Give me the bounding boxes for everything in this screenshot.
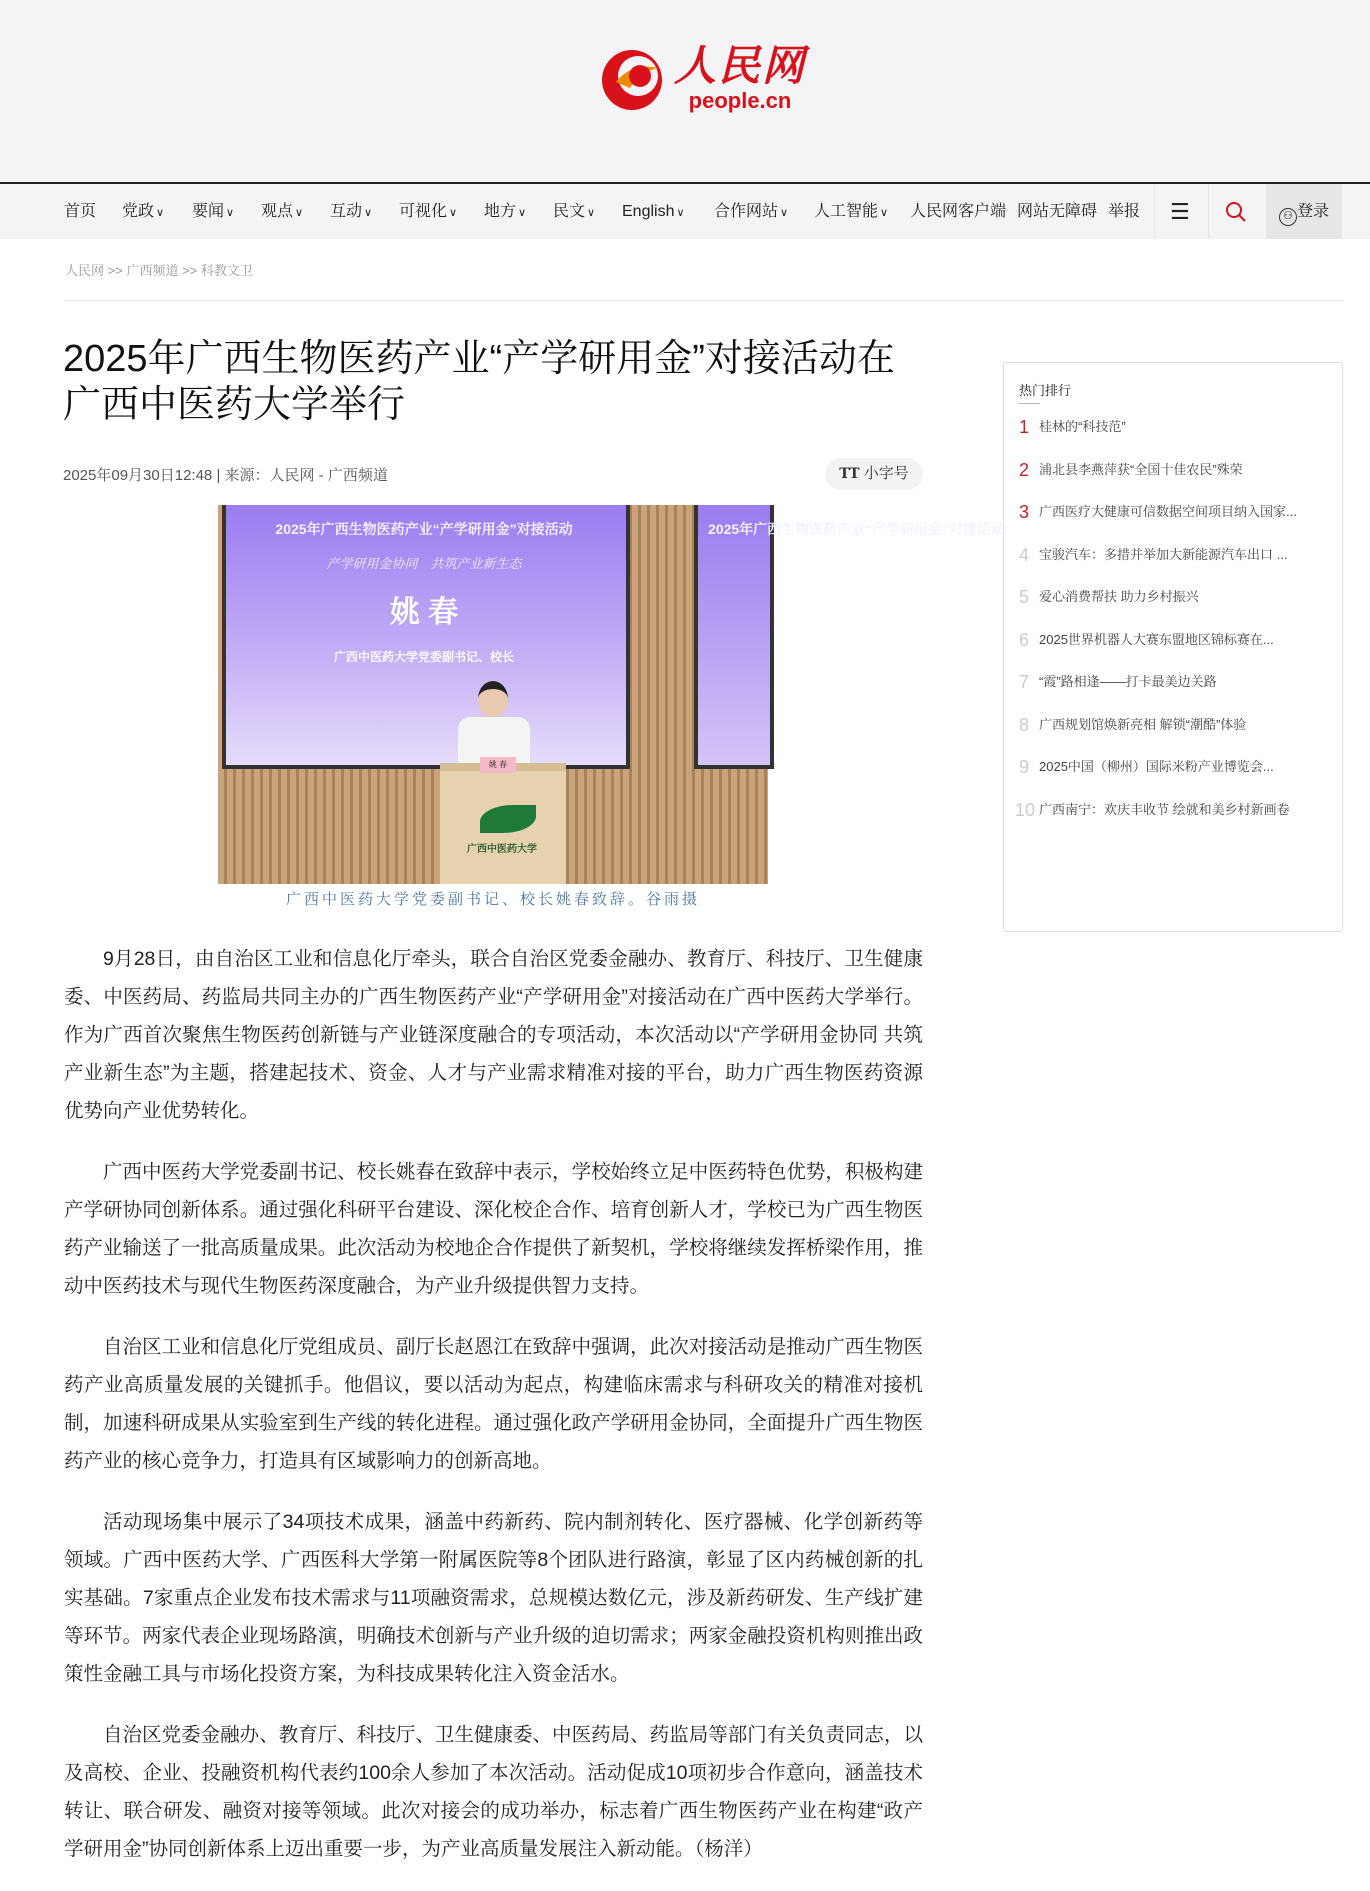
breadcrumb-separator: >> [182,263,198,278]
article-paragraph: 广西中医药大学党委副书记、校长姚春在致辞中表示，学校始终立足中医药特色优势，积极构建产学研协同创新体系。通过强化科研平台建设、深化校企合作、培育创新人才，学校已为广西生物医药产业输送了一批高质量成果。此次活动为校地企合作提供了新契机，学校将继续发挥桥梁作用，推动中医药技术与现代生物医药深度融合，为产业升级提供智力支持。 [64,1161,923,1297]
article-header [63,336,923,490]
screen-role: 广西中医药大学党委副书记、校长 [333,650,514,664]
nav-item[interactable] [622,184,685,239]
nav-label: 人民网客户端 [910,203,1007,220]
hot-ranking-item[interactable] [1019,714,1329,736]
login-label: 登录 [1296,203,1329,220]
chevron-down-icon: ∨ [880,207,889,219]
chevron-down-icon: ∨ [449,207,458,219]
nav-divider [1154,184,1155,239]
font-size-button[interactable] [825,458,923,490]
hot-ranking-item[interactable] [1019,501,1329,523]
nav-item[interactable] [192,184,234,239]
nav-label: 人工智能 [814,203,879,220]
article-meta-row [63,458,923,490]
rank-title: 广西医疗大健康可信数据空间项目纳入国家... [1039,504,1297,519]
article-meta: 2025年09月30日12:48 | 来源：人民网 - 广西频道 [63,467,388,484]
hot-ranking-item[interactable] [1019,671,1329,693]
chevron-down-icon: ∨ [587,207,596,219]
rank-title: 桂林的“科技范” [1039,419,1126,434]
hot-ranking-item[interactable] [1019,586,1329,608]
nav-label: 地方 [484,203,517,220]
nav-item[interactable] [553,184,595,239]
rank-title: 2025中国（柳州）国际米粉产业博览会... [1039,759,1274,774]
article-paragraph: 自治区党委金融办、教育厅、科技厅、卫生健康委、中医药局、药监局等部门有关负责同志，以及高校、企业、投融资机构代表约100余人参加了本次活动。活动促成10项初步合作意向，涵盖技术转让、联合研发、融资对接等领域。此次对接会的成功举办，标志着广西生物医药产业在构建“政产学研用金”协同创新体系上迈出重要一步，为产业高质量发展注入新动能。（杨洋） [64,1724,923,1860]
menu-icon[interactable]: ☰ [1170,199,1190,224]
rank-number: 4 [1019,544,1030,565]
people-cn-logo[interactable] [596,36,816,120]
podium-label: 广西中医药大学 [467,844,537,855]
hot-ranking-item[interactable] [1015,799,1329,821]
nameplate: 姚 春 [480,757,516,773]
nav-label: 可视化 [399,203,448,220]
hot-ranking-item[interactable] [1019,416,1329,438]
article-paragraph: 活动现场集中展示了34项技术成果，涵盖中药新药、院内制剂转化、医疗器械、化学创新药等领域。广西中医药大学、广西医科大学第一附属医院等8个团队进行路演，彰显了区内药械创新的扎实基础。7家重点企业发布技术需求与11项融资需求，总规模达数亿元，涉及新药研发、生产线扩建等环节。两家代表企业现场路演，明确技术创新与产业升级的迫切需求；两家金融投资机构则推出政策性金融工具与市场化投资方案，为科技成果转化注入资金活水。 [64,1511,923,1685]
screen-title: 2025年广西生物医药产业“产学研用金”对接活动 [275,521,573,537]
breadcrumb-link[interactable]: 人民网 [65,263,105,278]
nav-divider [1208,184,1209,239]
logo-english: people.cn [688,88,792,113]
nav-item[interactable] [122,184,164,239]
title-underline [1019,403,1040,404]
nav-label: 民文 [553,203,586,220]
header-banner [0,0,1370,182]
search-icon[interactable] [1225,184,1247,239]
rank-number: 9 [1019,757,1030,777]
font-size-icon: TT [839,466,860,482]
nav-label: 首页 [64,203,97,220]
hot-ranking-item[interactable] [1019,459,1329,481]
breadcrumb-separator: >> [107,263,123,278]
article-paragraph: 自治区工业和信息化厅党组成员、副厅长赵恩江在致辞中强调，此次对接活动是推动广西生物医药产业高质量发展的关键抓手。他倡议，要以活动为起点，构建临床需求与科研攻关的精准对接机制，加速科研成果从实验室到生产线的转化进程。通过强化政产学研用金协同，全面提升广西生物医药产业的核心竞争力，打造具有区域影响力的创新高地。 [64,1336,923,1472]
main-nav [0,182,1370,239]
screen-slogan: 产学研用金协同 共筑产业新生态 [326,556,522,571]
rank-number: 1 [1019,417,1030,437]
nav-item[interactable] [64,184,96,239]
rank-title: 浦北县李燕萍获“全国十佳农民”殊荣 [1039,461,1243,477]
rank-title: “霞”路相逢——打卡最美边关路 [1039,674,1217,689]
nav-item[interactable] [714,184,788,239]
breadcrumb-link[interactable]: 广西频道 [126,263,179,278]
nav-item[interactable] [910,184,1006,239]
chevron-down-icon: ∨ [518,207,527,219]
nav-label: 互动 [330,203,363,220]
nav-label: 党政 [122,203,155,220]
article-paragraph: 9月28日，由自治区工业和信息化厅牵头，联合自治区党委金融办、教育厅、科技厅、卫生健康委、中医药局、药监局共同主办的广西生物医药产业“产学研用金”对接活动在广西中医药大学举行。作为广西首次聚焦生物医药创新链与产业链深度融合的专项活动，本次活动以“产学研用金协同 共筑产业新生态”为主题，搭建起技术、资金、人才与产业需求精准对接的平台，助力广西生物医药资源优势向产业优势转化。 [64,948,923,1122]
rank-number: 5 [1019,587,1030,607]
nav-label: English [622,203,675,220]
nav-label: 要闻 [192,203,225,220]
photo-caption: 广西中医药大学党委副书记、校长姚春致辞。谷雨摄 [285,890,700,908]
rank-title: 宝骏汽车：多措并举加大新能源汽车出口 ... [1039,546,1288,562]
speaker [478,681,508,717]
hot-ranking-item[interactable] [1019,544,1329,566]
nav-item[interactable] [1108,184,1140,239]
chevron-down-icon: ∨ [780,207,789,219]
breadcrumb-link[interactable]: 科教文卫 [200,263,253,278]
font-size-label: 小字号 [863,465,909,482]
chevron-down-icon: ∨ [156,207,165,219]
rank-number: 8 [1019,714,1030,735]
nav-label: 观点 [261,203,294,220]
hot-ranking-panel [1003,362,1343,932]
nav-item[interactable] [1017,184,1097,239]
rank-title: 广西规划馆焕新亮相 解锁“潮酷”体验 [1039,716,1247,732]
nav-label: 网站无障碍 [1017,203,1098,220]
nav-item[interactable] [330,184,372,239]
chevron-down-icon: ∨ [364,207,373,219]
divider [64,300,1344,301]
nav-item[interactable] [399,184,457,239]
article-photo [218,505,1006,884]
logo-chinese: 人民网 [674,41,807,90]
nav-label: 举报 [1108,203,1141,220]
article-title: 2025年广西生物医药产业“产学研用金”对接活动在广西中医药大学举行 [63,338,895,426]
chevron-down-icon: ∨ [226,207,235,219]
rank-number: 3 [1019,502,1030,522]
article-body [64,940,923,1891]
user-icon: ⚇ [1279,208,1297,226]
nav-label: 合作网站 [714,203,779,220]
nav-item[interactable] [261,184,303,239]
rank-number: 10 [1015,799,1036,820]
chevron-down-icon: ∨ [295,207,304,219]
rank-number: 7 [1019,672,1030,692]
rank-title: 爱心消费帮扶 助力乡村振兴 [1039,589,1199,604]
login-button[interactable] [1266,184,1342,239]
logo-swirl-icon [596,42,668,114]
second-screen-title: 2025年广西生物医药产业“产学研用金”对接活动 [708,521,1006,537]
chevron-down-icon: ∨ [676,207,685,219]
hot-ranking-item[interactable] [1019,756,1329,778]
nav-item[interactable] [484,184,526,239]
breadcrumb [65,260,253,279]
nav-item[interactable] [814,184,888,239]
rank-number: 2 [1019,459,1030,480]
rank-number: 6 [1019,629,1030,650]
screen-name: 姚 春 [389,596,459,629]
rank-title: 2025世界机器人大赛东盟地区锦标赛在... [1039,631,1274,647]
hot-ranking-title: 热门排行 [1019,383,1072,398]
hot-ranking-item[interactable] [1019,629,1329,651]
rank-title: 广西南宁：欢庆丰收节 绘就和美乡村新画卷 [1039,801,1290,817]
